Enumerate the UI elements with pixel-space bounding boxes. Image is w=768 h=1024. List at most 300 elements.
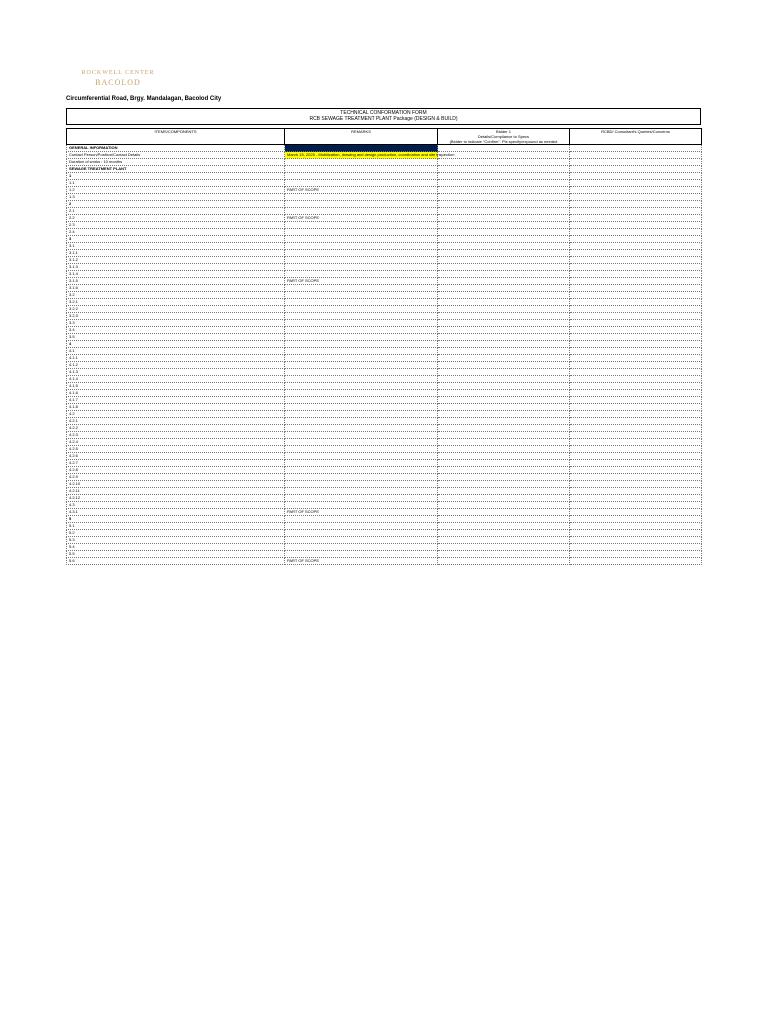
remarks-cell bbox=[285, 411, 438, 418]
consultant-cell[interactable] bbox=[570, 313, 702, 320]
general-info-row bbox=[67, 145, 702, 152]
rockwell-logo bbox=[72, 70, 164, 87]
compliance-cell[interactable] bbox=[438, 327, 570, 334]
remarks-cell bbox=[285, 418, 438, 425]
compliance-cell[interactable] bbox=[438, 446, 570, 453]
remarks-cell bbox=[285, 257, 438, 264]
logo-line-2: BACOLOD bbox=[95, 78, 141, 87]
duration-label: Duration of works : 10 months bbox=[67, 159, 285, 166]
compliance-cell[interactable] bbox=[438, 271, 570, 278]
remarks-cell bbox=[285, 306, 438, 313]
compliance-cell[interactable] bbox=[438, 467, 570, 474]
item-number: 1 bbox=[67, 173, 285, 180]
remarks-cell bbox=[285, 292, 438, 299]
table-row bbox=[67, 467, 702, 474]
table-row bbox=[67, 523, 702, 530]
item-number: 3.1.1 bbox=[67, 250, 285, 257]
consultant-cell[interactable] bbox=[570, 530, 702, 537]
logo-line-1: ROCKWELL CENTER bbox=[81, 70, 155, 76]
contact-label: Contact Person/Position/Contact Details bbox=[67, 152, 285, 159]
compliance-label: Details/Compliance to Specs bbox=[477, 134, 530, 139]
remarks-cell bbox=[285, 222, 438, 229]
item-number: 3 bbox=[67, 236, 285, 243]
item-number: 4.2.5 bbox=[67, 446, 285, 453]
consultant-cell[interactable] bbox=[570, 362, 702, 369]
compliance-cell[interactable] bbox=[438, 341, 570, 348]
compliance-cell[interactable] bbox=[438, 488, 570, 495]
remarks-cell bbox=[285, 460, 438, 467]
consultant-cell[interactable] bbox=[570, 404, 702, 411]
consultant-cell[interactable] bbox=[570, 432, 702, 439]
remarks-cell bbox=[285, 313, 438, 320]
table-body bbox=[67, 129, 702, 565]
compliance-cell[interactable] bbox=[438, 460, 570, 467]
item-number: 5 bbox=[67, 516, 285, 523]
general-marker bbox=[285, 145, 438, 152]
compliance-cell[interactable] bbox=[438, 243, 570, 250]
compliance-cell[interactable] bbox=[438, 425, 570, 432]
compliance-cell[interactable] bbox=[438, 376, 570, 383]
item-number: 4.2.8 bbox=[67, 467, 285, 474]
item-number: 4.2.3 bbox=[67, 432, 285, 439]
table-row bbox=[67, 257, 702, 264]
remarks-cell: PART OF SCOPE bbox=[285, 215, 438, 222]
remarks-cell bbox=[285, 376, 438, 383]
item-number: 4.2.6 bbox=[67, 453, 285, 460]
item-number: 4.2.9 bbox=[67, 474, 285, 481]
compliance-cell[interactable] bbox=[438, 397, 570, 404]
item-number: 1.2 bbox=[67, 187, 285, 194]
table-row bbox=[67, 187, 702, 194]
consultant-cell[interactable] bbox=[570, 558, 702, 565]
item-number: 3.2 bbox=[67, 292, 285, 299]
table-row bbox=[67, 474, 702, 481]
item-number: 4.3.1 bbox=[67, 509, 285, 516]
compliance-cell[interactable] bbox=[438, 229, 570, 236]
table-row bbox=[67, 250, 702, 257]
remarks-header: REMARKS bbox=[285, 129, 438, 145]
conformation-table bbox=[66, 128, 702, 565]
compliance-cell[interactable] bbox=[438, 313, 570, 320]
consultant-cell[interactable] bbox=[570, 397, 702, 404]
remarks-cell bbox=[285, 523, 438, 530]
table-row bbox=[67, 481, 702, 488]
table-row bbox=[67, 369, 702, 376]
compliance-cell[interactable] bbox=[438, 355, 570, 362]
item-number: 4.1.8 bbox=[67, 404, 285, 411]
consultant-cell[interactable] bbox=[570, 502, 702, 509]
stp-heading: SEWAGE TREATMENT PLANT bbox=[67, 166, 285, 173]
consultant-cell[interactable] bbox=[570, 495, 702, 502]
compliance-cell[interactable] bbox=[438, 453, 570, 460]
consultant-cell[interactable] bbox=[570, 306, 702, 313]
remarks-cell bbox=[285, 383, 438, 390]
consultant-cell[interactable] bbox=[570, 523, 702, 530]
table-row bbox=[67, 537, 702, 544]
compliance-cell[interactable] bbox=[438, 236, 570, 243]
table-row bbox=[67, 341, 702, 348]
consultant-header: RCBD/ Consultant's Queries/Concerns bbox=[570, 129, 702, 145]
consultant-cell[interactable] bbox=[570, 481, 702, 488]
consultant-cell[interactable] bbox=[570, 418, 702, 425]
consultant-cell[interactable] bbox=[570, 334, 702, 341]
item-number: 2.3 bbox=[67, 222, 285, 229]
item-number: 3.5 bbox=[67, 334, 285, 341]
table-row bbox=[67, 397, 702, 404]
item-number: 4.1 bbox=[67, 348, 285, 355]
table-row bbox=[67, 530, 702, 537]
table-row bbox=[67, 180, 702, 187]
item-number: 4.2.1 bbox=[67, 418, 285, 425]
remarks-cell bbox=[285, 243, 438, 250]
table-row bbox=[67, 355, 702, 362]
remarks-cell bbox=[285, 537, 438, 544]
remarks-cell bbox=[285, 208, 438, 215]
compliance-cell[interactable] bbox=[438, 530, 570, 537]
table-row bbox=[67, 229, 702, 236]
table-row bbox=[67, 327, 702, 334]
compliance-cell[interactable] bbox=[438, 299, 570, 306]
table-row bbox=[67, 551, 702, 558]
item-number: 4.1.7 bbox=[67, 397, 285, 404]
consultant-cell[interactable] bbox=[570, 376, 702, 383]
item-number: 3.2.1 bbox=[67, 299, 285, 306]
item-number: 4.3 bbox=[67, 502, 285, 509]
table-row bbox=[67, 285, 702, 292]
consultant-cell[interactable] bbox=[570, 264, 702, 271]
compliance-cell[interactable] bbox=[438, 292, 570, 299]
consultant-cell[interactable] bbox=[570, 243, 702, 250]
table-row bbox=[67, 418, 702, 425]
form-title: TECHNICAL CONFORMATION FORM bbox=[340, 110, 427, 116]
table-row bbox=[67, 278, 702, 285]
compliance-cell[interactable] bbox=[438, 334, 570, 341]
table-row bbox=[67, 516, 702, 523]
table-row bbox=[67, 320, 702, 327]
item-number: 4.1.1 bbox=[67, 355, 285, 362]
remarks-cell bbox=[285, 362, 438, 369]
table-row bbox=[67, 502, 702, 509]
compliance-header bbox=[438, 129, 570, 145]
remarks-cell bbox=[285, 341, 438, 348]
compliance-cell[interactable] bbox=[438, 208, 570, 215]
table-row bbox=[67, 173, 702, 180]
table-row bbox=[67, 376, 702, 383]
remarks-cell bbox=[285, 334, 438, 341]
compliance-cell[interactable] bbox=[438, 201, 570, 208]
remarks-cell bbox=[285, 355, 438, 362]
header-row bbox=[67, 129, 702, 145]
remarks-cell: PART OF SCOPE bbox=[285, 187, 438, 194]
consultant-cell[interactable] bbox=[570, 446, 702, 453]
item-number: 3.4 bbox=[67, 327, 285, 334]
compliance-cell[interactable] bbox=[438, 173, 570, 180]
remarks-cell bbox=[285, 432, 438, 439]
remarks-cell bbox=[285, 404, 438, 411]
consultant-cell[interactable] bbox=[570, 488, 702, 495]
remarks-cell bbox=[285, 488, 438, 495]
consultant-cell[interactable] bbox=[570, 236, 702, 243]
item-number: 5.1 bbox=[67, 523, 285, 530]
table-row bbox=[67, 425, 702, 432]
consultant-cell[interactable] bbox=[570, 320, 702, 327]
duration-row bbox=[67, 159, 702, 166]
compliance-cell[interactable] bbox=[438, 509, 570, 516]
item-number: 2.4 bbox=[67, 229, 285, 236]
remarks-cell bbox=[285, 467, 438, 474]
compliance-cell[interactable] bbox=[438, 537, 570, 544]
table-row bbox=[67, 306, 702, 313]
consultant-cell[interactable] bbox=[570, 425, 702, 432]
compliance-cell[interactable] bbox=[438, 285, 570, 292]
table-row bbox=[67, 194, 702, 201]
consultant-cell[interactable] bbox=[570, 439, 702, 446]
consultant-cell[interactable] bbox=[570, 257, 702, 264]
consultant-cell[interactable] bbox=[570, 467, 702, 474]
remarks-cell bbox=[285, 264, 438, 271]
table-row bbox=[67, 404, 702, 411]
remarks-cell bbox=[285, 236, 438, 243]
compliance-cell[interactable] bbox=[438, 544, 570, 551]
consultant-cell[interactable] bbox=[570, 194, 702, 201]
item-number: 2.2 bbox=[67, 215, 285, 222]
consultant-cell[interactable] bbox=[570, 278, 702, 285]
table-row bbox=[67, 383, 702, 390]
consultant-cell[interactable] bbox=[570, 250, 702, 257]
remarks-cell bbox=[285, 271, 438, 278]
remarks-cell: PART OF SCOPE bbox=[285, 278, 438, 285]
table-row bbox=[67, 411, 702, 418]
item-number: 4.2.7 bbox=[67, 460, 285, 467]
consultant-cell[interactable] bbox=[570, 537, 702, 544]
consultant-cell[interactable] bbox=[570, 180, 702, 187]
stp-heading-row bbox=[67, 166, 702, 173]
table-row bbox=[67, 334, 702, 341]
remarks-cell bbox=[285, 299, 438, 306]
table-row bbox=[67, 271, 702, 278]
remarks-cell bbox=[285, 439, 438, 446]
compliance-cell[interactable] bbox=[438, 320, 570, 327]
remarks-cell bbox=[285, 481, 438, 488]
remarks-cell bbox=[285, 180, 438, 187]
remarks-cell bbox=[285, 194, 438, 201]
table-row bbox=[67, 488, 702, 495]
item-number: 5.2 bbox=[67, 530, 285, 537]
remarks-cell: PART OF SCOPE bbox=[285, 509, 438, 516]
table-row bbox=[67, 558, 702, 565]
item-number: 5.5 bbox=[67, 551, 285, 558]
consultant-cell[interactable] bbox=[570, 411, 702, 418]
consultant-cell[interactable] bbox=[570, 551, 702, 558]
item-number: 4.2.11 bbox=[67, 488, 285, 495]
consultant-cell[interactable] bbox=[570, 341, 702, 348]
remarks-cell bbox=[285, 453, 438, 460]
compliance-cell[interactable] bbox=[438, 257, 570, 264]
consultant-cell[interactable] bbox=[570, 355, 702, 362]
item-number: 5.4 bbox=[67, 544, 285, 551]
table-row bbox=[67, 446, 702, 453]
compliance-cell[interactable] bbox=[438, 551, 570, 558]
remarks-cell bbox=[285, 250, 438, 257]
compliance-note: (Bidder to indicate "Confirm". Pls specify/expound as needed bbox=[449, 139, 558, 144]
compliance-cell[interactable] bbox=[438, 516, 570, 523]
compliance-cell[interactable] bbox=[438, 194, 570, 201]
bidder-label: Bidder 1 bbox=[496, 129, 511, 134]
schedule-note: March 15, 2025 - Mobilization, drawing and design production, coordination and site inspection bbox=[285, 152, 438, 159]
item-number: 1.3 bbox=[67, 194, 285, 201]
compliance-cell[interactable] bbox=[438, 432, 570, 439]
table-row bbox=[67, 362, 702, 369]
item-number: 1.1 bbox=[67, 180, 285, 187]
remarks-cell bbox=[285, 551, 438, 558]
table-row bbox=[67, 509, 702, 516]
compliance-cell[interactable] bbox=[438, 348, 570, 355]
item-number: 3.1.2 bbox=[67, 257, 285, 264]
table-row bbox=[67, 460, 702, 467]
compliance-cell[interactable] bbox=[438, 215, 570, 222]
consultant-cell[interactable] bbox=[570, 299, 702, 306]
item-number: 2 bbox=[67, 201, 285, 208]
item-number: 4.1.4 bbox=[67, 376, 285, 383]
general-heading: GENERAL INFORMATION bbox=[67, 145, 285, 152]
remarks-cell bbox=[285, 173, 438, 180]
item-number: 4.1.5 bbox=[67, 383, 285, 390]
consultant-cell[interactable] bbox=[570, 390, 702, 397]
address: Circumferential Road, Brgy. Mandalagan, Bacolod City bbox=[66, 96, 222, 102]
compliance-cell[interactable] bbox=[438, 362, 570, 369]
remarks-cell bbox=[285, 327, 438, 334]
compliance-cell[interactable] bbox=[438, 418, 570, 425]
consultant-cell[interactable] bbox=[570, 383, 702, 390]
table-row bbox=[67, 313, 702, 320]
remarks-cell bbox=[285, 285, 438, 292]
item-number: 3.2.2 bbox=[67, 306, 285, 313]
table-row bbox=[67, 390, 702, 397]
item-number: 3.2.3 bbox=[67, 313, 285, 320]
item-number: 4.2 bbox=[67, 411, 285, 418]
table-row bbox=[67, 299, 702, 306]
item-number: 2.1 bbox=[67, 208, 285, 215]
consultant-cell[interactable] bbox=[570, 285, 702, 292]
item-number: 4.2.2 bbox=[67, 425, 285, 432]
compliance-cell[interactable] bbox=[438, 306, 570, 313]
item-number: 4.1.6 bbox=[67, 390, 285, 397]
item-number: 4.2.12 bbox=[67, 495, 285, 502]
consultant-cell[interactable] bbox=[570, 516, 702, 523]
consultant-cell[interactable] bbox=[570, 509, 702, 516]
form-subtitle: RCB SEWAGE TREATMENT PLANT Package (DESIGN & BUILD) bbox=[309, 116, 458, 122]
table-row bbox=[67, 243, 702, 250]
item-number: 4.1.2 bbox=[67, 362, 285, 369]
compliance-cell[interactable] bbox=[438, 390, 570, 397]
consultant-cell[interactable] bbox=[570, 453, 702, 460]
compliance-cell[interactable] bbox=[438, 404, 570, 411]
compliance-cell[interactable] bbox=[438, 180, 570, 187]
remarks-cell bbox=[285, 320, 438, 327]
consultant-cell[interactable] bbox=[570, 348, 702, 355]
form-title-box bbox=[66, 108, 701, 125]
remarks-cell bbox=[285, 369, 438, 376]
consultant-cell[interactable] bbox=[570, 292, 702, 299]
remarks-cell bbox=[285, 348, 438, 355]
item-number: 4.1.3 bbox=[67, 369, 285, 376]
compliance-cell[interactable] bbox=[438, 481, 570, 488]
item-number: 5.3 bbox=[67, 537, 285, 544]
table-row bbox=[67, 544, 702, 551]
item-number: 3.1.6 bbox=[67, 285, 285, 292]
consultant-cell[interactable] bbox=[570, 187, 702, 194]
remarks-cell bbox=[285, 544, 438, 551]
compliance-cell[interactable] bbox=[438, 502, 570, 509]
item-number: 3.1.4 bbox=[67, 271, 285, 278]
consultant-cell[interactable] bbox=[570, 327, 702, 334]
remarks-cell bbox=[285, 201, 438, 208]
item-number: 4.2.4 bbox=[67, 439, 285, 446]
consultant-cell[interactable] bbox=[570, 208, 702, 215]
compliance-cell[interactable] bbox=[438, 523, 570, 530]
table-row bbox=[67, 439, 702, 446]
consultant-cell[interactable] bbox=[570, 173, 702, 180]
compliance-cell[interactable] bbox=[438, 250, 570, 257]
table-row bbox=[67, 292, 702, 299]
contact-row bbox=[67, 152, 702, 159]
compliance-cell[interactable] bbox=[438, 411, 570, 418]
consultant-cell[interactable] bbox=[570, 460, 702, 467]
table-row bbox=[67, 495, 702, 502]
table-row bbox=[67, 222, 702, 229]
compliance-cell[interactable] bbox=[438, 222, 570, 229]
remarks-cell bbox=[285, 397, 438, 404]
item-number: 3.1 bbox=[67, 243, 285, 250]
compliance-cell[interactable] bbox=[438, 495, 570, 502]
remarks-cell bbox=[285, 516, 438, 523]
compliance-cell[interactable] bbox=[438, 278, 570, 285]
compliance-cell[interactable] bbox=[438, 187, 570, 194]
consultant-cell[interactable] bbox=[570, 222, 702, 229]
remarks-cell bbox=[285, 530, 438, 537]
items-header: ITEMS/COMPONENTS bbox=[67, 129, 285, 145]
remarks-cell bbox=[285, 474, 438, 481]
consultant-cell[interactable] bbox=[570, 201, 702, 208]
compliance-cell[interactable] bbox=[438, 369, 570, 376]
item-number: 5.6 bbox=[67, 558, 285, 565]
remarks-cell bbox=[285, 425, 438, 432]
consultant-cell[interactable] bbox=[570, 271, 702, 278]
item-number: 4.2.10 bbox=[67, 481, 285, 488]
compliance-cell[interactable] bbox=[438, 439, 570, 446]
consultant-cell[interactable] bbox=[570, 229, 702, 236]
consultant-cell[interactable] bbox=[570, 369, 702, 376]
table-row bbox=[67, 208, 702, 215]
item-number: 3.1.3 bbox=[67, 264, 285, 271]
remarks-cell: PART OF SCOPE bbox=[285, 558, 438, 565]
table-row bbox=[67, 432, 702, 439]
compliance-cell[interactable] bbox=[438, 383, 570, 390]
consultant-cell[interactable] bbox=[570, 474, 702, 481]
remarks-cell bbox=[285, 229, 438, 236]
compliance-cell[interactable] bbox=[438, 474, 570, 481]
item-number: 4 bbox=[67, 341, 285, 348]
item-number: 3.3 bbox=[67, 320, 285, 327]
remarks-cell bbox=[285, 446, 438, 453]
consultant-cell[interactable] bbox=[570, 215, 702, 222]
table-row bbox=[67, 236, 702, 243]
table-row bbox=[67, 264, 702, 271]
compliance-cell[interactable] bbox=[438, 264, 570, 271]
compliance-cell[interactable] bbox=[438, 558, 570, 565]
table-row bbox=[67, 201, 702, 208]
consultant-cell[interactable] bbox=[570, 544, 702, 551]
